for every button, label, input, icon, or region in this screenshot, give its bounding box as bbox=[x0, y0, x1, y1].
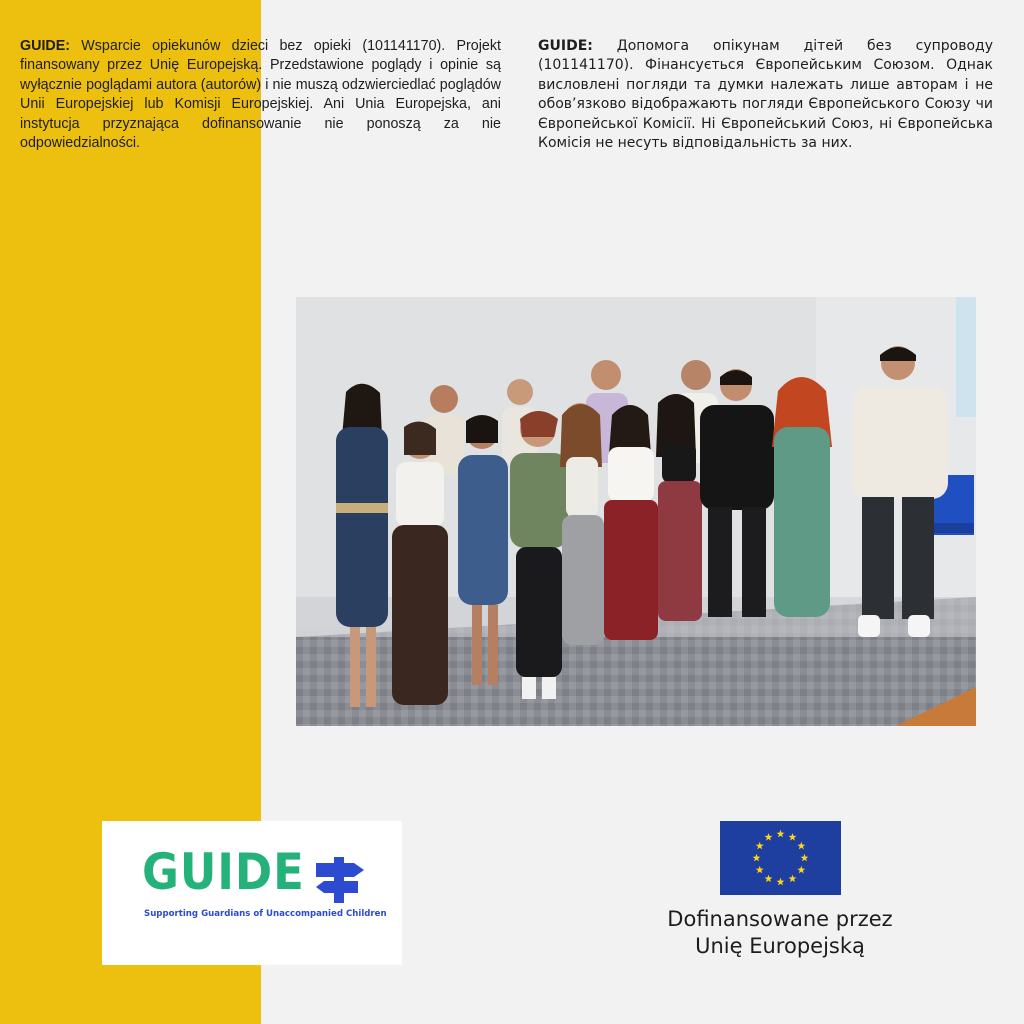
eu-star bbox=[789, 833, 797, 841]
eu-flag bbox=[720, 821, 841, 895]
eu-star bbox=[756, 866, 764, 874]
ukrainian-disclaimer-text: Допомога опікунам дітей без супроводу (101141170). Фінансується Європейським Союзом. Однак висловлені погляди та думки належать лише авторам і не обов’язково відображають погляди Європейського Союзу чи Європейської Комісії. Ні Європейський Союз, ні Європейська Комісія не несуть відповідальність за них. bbox=[538, 38, 993, 152]
polish-disclaimer-lead: GUIDE: bbox=[20, 38, 71, 54]
polish-disclaimer-text: Wsparcie opiekunów dzieci bez opieki (101141170). Projekt finansowany przez Unię Europejską. Przedstawione poglądy i opinie są wyłącznie poglądami autora (autorów) i nie muszą odzwierciedlać poglądów Unii Europejskiej lub Komisji Europejskiej. Ani Unia Europejska, ani instytucja przyznająca dofinansowanie nie ponoszą za nie odpowiedzialności. bbox=[20, 38, 501, 152]
guide-project-logo bbox=[102, 821, 402, 965]
eu-caption-line-1: Dofinansowane przez bbox=[667, 907, 893, 931]
eu-funding-caption bbox=[640, 906, 920, 960]
guide-tagline: Supporting Guardians of Unaccompanied Children bbox=[144, 909, 387, 919]
eu-star bbox=[797, 866, 805, 874]
eu-caption-line-2: Unię Europejską bbox=[695, 934, 865, 958]
eu-star bbox=[777, 878, 785, 886]
signpost-icon bbox=[314, 853, 366, 905]
group-photo-illustration bbox=[296, 297, 976, 726]
polish-disclaimer bbox=[20, 37, 501, 153]
eu-star bbox=[756, 842, 764, 850]
eu-star bbox=[777, 830, 785, 838]
eu-star bbox=[789, 875, 797, 883]
ukrainian-disclaimer bbox=[538, 37, 993, 153]
eu-star bbox=[797, 842, 805, 850]
guide-wordmark: GUIDE bbox=[142, 843, 305, 901]
eu-star bbox=[801, 854, 809, 862]
eu-star bbox=[765, 875, 773, 883]
ukrainian-disclaimer-lead: GUIDE: bbox=[538, 38, 593, 54]
eu-star bbox=[765, 833, 773, 841]
eu-star bbox=[753, 854, 761, 862]
eu-stars-icon bbox=[720, 821, 841, 895]
group-photo bbox=[296, 297, 976, 726]
